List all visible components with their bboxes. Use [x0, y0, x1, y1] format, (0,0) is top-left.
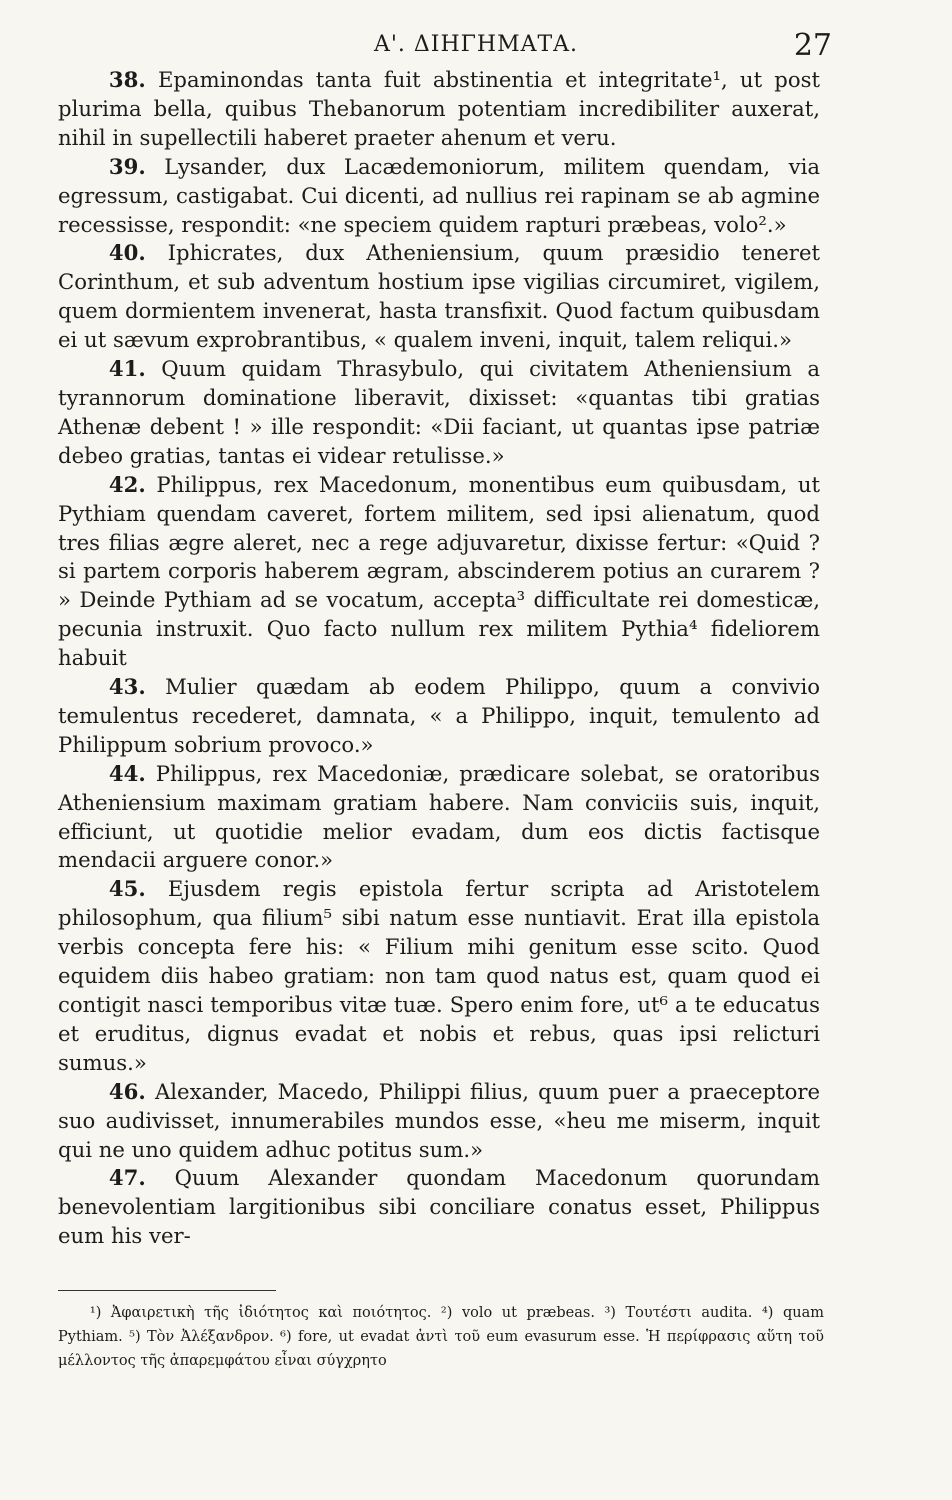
- paragraph-39: [58, 153, 820, 240]
- paragraph-number: 39.: [108, 153, 146, 179]
- paragraph-text: Ejusdem regis epistola fertur scripta ad Aristotelem philosophum, qua filium⁵ sibi natum esse nuntiavit. Erat illa epistola verbis concepta fere his: « Filium mihi genitum esse scito. Quod equidem diis habeo gratiam: non tam quod natus est, quam quod ei contigit nasci temporibus vitæ tuæ. Spero enim fore, ut⁶ a te educatus et eruditus, dignus evadat et nobis et rebus, quas ipsi relicturi sumus.»: [58, 876, 820, 1075]
- paragraph-text: Philippus, rex Macedonum, monentibus eum quibusdam, ut Pythiam quendam caveret, fortem militem, sed ipsi alienatum, quod tres filias ægre aleret, nec a rege adjuvaretur, dixisse fertur: «Quid ? si partem corporis haberem ægram, abscinderem potius an curarem ? » Deinde Pythiam ad se vocatum, accepta³ difficultate rei domesticæ, pecunia instruxit. Quo facto nullum rex militem Pythia⁴ fideliorem habuit: [58, 471, 820, 671]
- paragraph-number: 47.: [108, 1165, 146, 1191]
- running-header: [0, 28, 952, 64]
- paragraph-42: [58, 471, 820, 673]
- paragraph-45: [58, 875, 820, 1077]
- paragraph-46: [58, 1078, 820, 1165]
- paragraph-40: [58, 239, 820, 355]
- footnote-text: ¹) Ἀφαιρετικὴ τῆς ἰδιότητος καὶ ποιότητος. ²) volo ut præbeas. ³) Τουτέστι audita. ⁴) quam Pythiam. ⁵) Τὸν Ἀλέξανδρον. ⁶) fore, ut evadat ἀντὶ τοῦ eum evasurum esse. Ἡ περίφρασις αὕτη τοῦ μέλλοντος τῆς ἀπαρεμφάτου εἶναι σύγχρητο: [58, 1305, 824, 1369]
- paragraph-text: Quum Alexander quondam Macedonum quorundam benevolentiam largitionibus sibi conciliare conatus esset, Philippus eum his ver-: [58, 1165, 820, 1249]
- paragraph-text: Alexander, Macedo, Philippi filius, quum puer a praeceptore suo audivisset, innumerabiles mundos esse, «heu me miserm, inquit qui ne uno quidem adhuc potitus sum.»: [58, 1078, 820, 1162]
- paragraph-text: Iphicrates, dux Atheniensium, quum præsidio teneret Corinthum, et sub adventum hostium ipse vigilias circumiret, vigilem, quem dormientem invenerat, hasta transfixit. Quod factum quibusdam ei ut sævum exprobrantibus, « qualem inveni, inquit, talem reliqui.»: [58, 240, 820, 353]
- paragraph-number: 44.: [108, 760, 146, 786]
- paragraph-number: 42.: [108, 471, 146, 497]
- page-number: 27: [793, 28, 832, 63]
- running-title: Α'. ΔΙΗΓΗΜΑΤΑ.: [373, 32, 579, 57]
- footnotes: [58, 1301, 824, 1373]
- main-text: [58, 66, 820, 1251]
- paragraph-text: Epaminondas tanta fuit abstinentia et integritate¹, ut post plurima bella, quibus Thebanorum potentiam incredibiliter auxerat, nihil in supellectili haberet praeter ahenum et veru.: [58, 67, 820, 150]
- paragraph-38: [58, 66, 820, 153]
- paragraph-47: [58, 1164, 820, 1251]
- paragraph-text: Quum quidam Thrasybulo, qui civitatem Atheniensium a tyrannorum dominatione liberavit, dixisset: «quantas tibi gratias Athenæ debent ! » ille respondit: «Dii faciant, ut quantas ipse patriæ debeo gratias, tantas ei videar retulisse.»: [58, 356, 820, 468]
- paragraph-43: [58, 673, 820, 760]
- paragraph-number: 46.: [108, 1078, 146, 1104]
- paragraph-number: 43.: [108, 674, 146, 700]
- paragraph-number: 41.: [108, 356, 146, 382]
- paragraph-text: Mulier quædam ab eodem Philippo, quum a convivio temulentus recederet, damnata, « a Philippo, inquit, temulento ad Philippum sobrium provoco.»: [58, 674, 820, 757]
- paragraph-number: 38.: [108, 67, 146, 92]
- paragraph-44: [58, 760, 820, 876]
- footnote-divider: [58, 1290, 276, 1291]
- paragraph-text: Philippus, rex Macedoniæ, prædicare solebat, se oratoribus Atheniensium maximam gratiam habere. Nam conviciis suis, inquit, efficiunt, ut quotidie melior evadam, dum eos dictis factisque mendacii arguere conor.»: [58, 760, 820, 873]
- paragraph-text: Lysander, dux Lacædemoniorum, militem quendam, via egressum, castigabat. Cui dicenti, ad nullius rei rapinam se ab agmine recessisse, respondit: «ne speciem quidem rapturi præbeas, volo².»: [58, 153, 820, 237]
- paragraph-number: 45.: [108, 876, 146, 902]
- paragraph-41: [58, 355, 820, 471]
- paragraph-number: 40.: [108, 240, 146, 266]
